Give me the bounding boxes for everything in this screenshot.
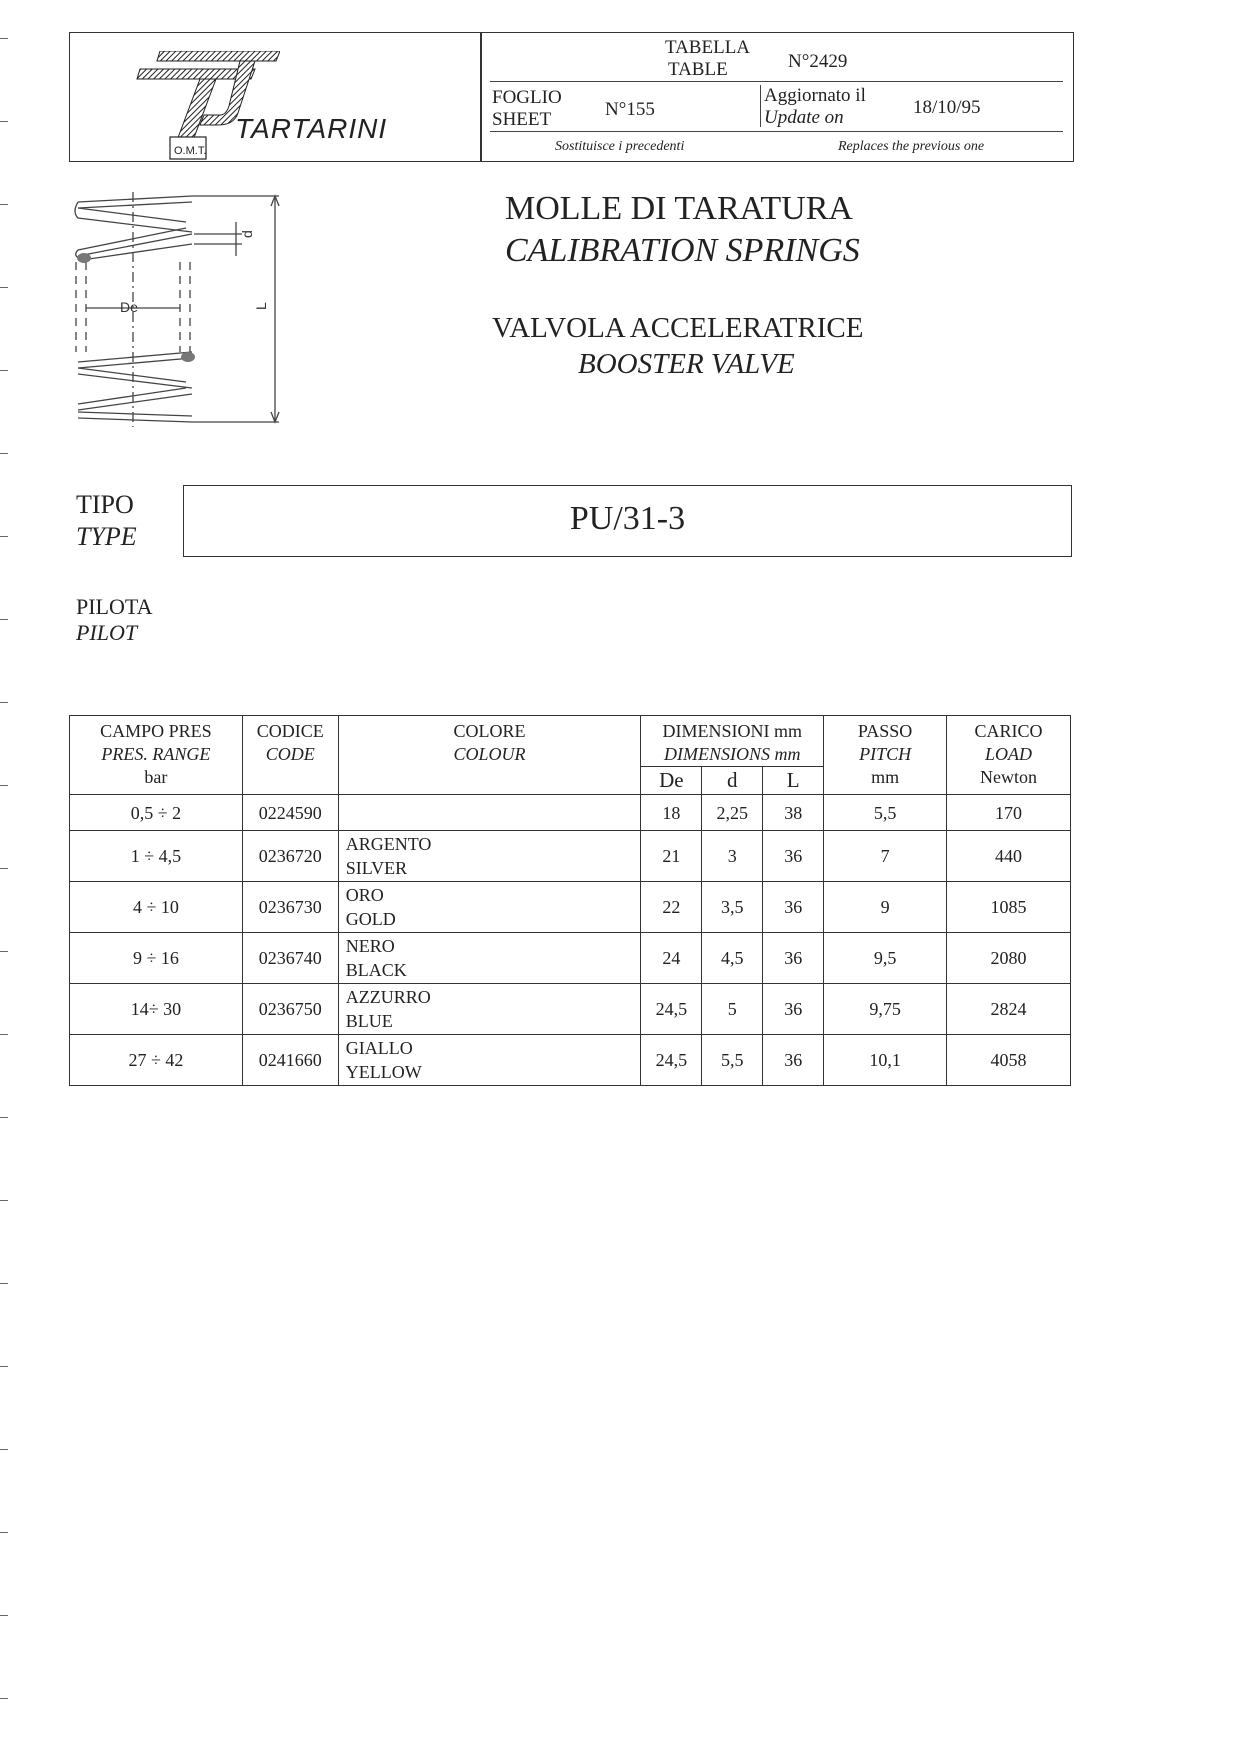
header-colour-en: COLOUR [453,744,526,764]
cell-l: 36 [763,831,824,882]
cell-range: 1 ÷ 4,5 [70,831,243,882]
type-box [183,485,1072,557]
subtitle-en: BOOSTER VALVE [578,348,795,380]
cell-l: 36 [763,1035,824,1086]
pilot-label-it: PILOTA [76,594,153,619]
cell-colour [338,933,641,984]
update-date: 18/10/95 [913,97,981,118]
header-range [70,716,243,795]
margin-tick [0,1698,8,1699]
table-body [70,795,1071,1086]
colour-en: BLUE [345,1011,393,1031]
header-dimensions [641,716,824,767]
sheet-label-en: SHEET [492,109,552,130]
margin-tick [0,1615,8,1616]
cell-load: 2080 [947,933,1071,984]
title-en: CALIBRATION SPRINGS [505,232,860,269]
cell-code: 0236730 [242,882,338,933]
cell-code: 0236750 [242,984,338,1035]
header-code-it: CODICE [256,721,324,741]
spring-drawing-icon [72,192,287,427]
cell-load: 4058 [947,1035,1071,1086]
pilot-label-en: PILOT [76,620,138,645]
cell-de: 24 [641,933,702,984]
margin-tick [0,1034,8,1035]
table-number: N°2429 [788,51,848,72]
header-pitch-unit: mm [871,767,900,787]
cell-l: 36 [763,933,824,984]
cell-d: 3,5 [702,882,763,933]
header-dim-en: DIMENSIONS mm [664,744,801,764]
type-label-en: TYPE [76,522,137,551]
cell-de: 18 [641,795,702,831]
margin-tick [0,1366,8,1367]
header-range-it: CAMPO PRES [100,721,212,741]
header-rule-top [490,81,1063,82]
header-code [242,716,338,795]
cell-d: 2,25 [702,795,763,831]
colour-it: ORO [345,885,384,905]
cell-colour [338,795,641,831]
cell-de: 24,5 [641,1035,702,1086]
margin-tick [0,1532,8,1533]
cell-range: 4 ÷ 10 [70,882,243,933]
colour-en: YELLOW [345,1062,422,1082]
cell-load: 1085 [947,882,1071,933]
cell-load: 170 [947,795,1071,831]
cell-pitch: 9 [824,882,947,933]
sheet-label-it: FOGLIO [492,87,562,108]
cell-l: 36 [763,984,824,1035]
cell-de: 24,5 [641,984,702,1035]
header-vertical-rule [760,85,761,127]
margin-tick [0,453,8,454]
margin-tick [0,702,8,703]
colour-it: GIALLO [345,1038,413,1058]
cell-d: 5 [702,984,763,1035]
table-label-it: TABELLA [665,37,751,58]
header-range-unit: bar [144,767,168,787]
header-colour-it: COLORE [453,721,526,741]
header-rule-bottom [490,131,1063,132]
logo-badge: O.M.T. [174,145,207,157]
label-l: L [253,302,269,310]
label-de: De [120,299,138,315]
cell-colour [338,831,641,882]
header-l: L [763,767,824,795]
type-value: PU/31-3 [569,500,686,537]
cell-colour [338,984,641,1035]
cell-range: 9 ÷ 16 [70,933,243,984]
colour-it: NERO [345,936,395,956]
colour-it: AZZURRO [345,987,431,1007]
header-range-en: PRES. RANGE [101,744,211,764]
cell-d: 5,5 [702,1035,763,1086]
cell-code: 0241660 [242,1035,338,1086]
margin-tick [0,121,8,122]
header-load-unit: Newton [980,767,1038,787]
sheet-number: N°155 [605,99,655,120]
table-row [70,831,1071,882]
update-label-en: Update on [764,107,844,128]
cell-pitch: 5,5 [824,795,947,831]
type-label-it: TIPO [76,490,134,519]
replaces-en: Replaces the previous one [838,139,985,154]
margin-tick [0,287,8,288]
header-load-en: LOAD [985,744,1033,764]
colour-it: ARGENTO [345,834,432,854]
header-code-en: CODE [265,744,315,764]
table-row [70,882,1071,933]
colour-en: SILVER [345,858,408,878]
table-label-en: TABLE [668,59,728,80]
cell-range: 14÷ 30 [70,984,243,1035]
margin-tick [0,951,8,952]
cell-l: 38 [763,795,824,831]
cell-de: 21 [641,831,702,882]
cell-pitch: 10,1 [824,1035,947,1086]
table-row [70,1035,1071,1086]
colour-en: GOLD [345,909,396,929]
margin-tick [0,1200,8,1201]
header-pitch [824,716,947,795]
cell-colour [338,882,641,933]
cell-d: 4,5 [702,933,763,984]
cell-load: 2824 [947,984,1071,1035]
table-row [70,933,1071,984]
title-it: MOLLE DI TARATURA [505,190,853,227]
header-pitch-en: PITCH [859,744,912,764]
update-label-it: Aggiornato il [764,85,866,106]
cell-de: 22 [641,882,702,933]
header-colour [338,716,641,795]
replaces-it: Sostituisce i precedenti [555,139,685,154]
header-load [947,716,1071,795]
header-de: De [641,767,702,795]
margin-tick [0,204,8,205]
cell-d: 3 [702,831,763,882]
spring-spec-table [69,715,1071,1086]
table-row [70,795,1071,831]
margin-tick [0,619,8,620]
cell-code: 0236740 [242,933,338,984]
margin-tick [0,38,8,39]
header-box [69,32,1074,162]
margin-tick [0,1449,8,1450]
header-d: d [702,767,763,795]
header-load-it: CARICO [974,721,1043,741]
header-dim-it: DIMENSIONI mm [662,721,803,741]
cell-code: 0236720 [242,831,338,882]
margin-tick [0,868,8,869]
margin-tick [0,1283,8,1284]
subtitle-it: VALVOLA ACCELERATRICE [492,312,864,344]
cell-pitch: 9,75 [824,984,947,1035]
header-pitch-it: PASSO [857,721,913,741]
margin-tick [0,785,8,786]
cell-code: 0224590 [242,795,338,831]
label-d: d [239,230,255,238]
cell-pitch: 7 [824,831,947,882]
cell-colour [338,1035,641,1086]
margin-tick [0,536,8,537]
brand-name: TARTARINI [235,113,388,144]
margin-tick [0,370,8,371]
table-row [70,984,1071,1035]
colour-en: BLACK [345,960,407,980]
cell-range: 0,5 ÷ 2 [70,795,243,831]
header-divider [480,33,482,161]
cell-range: 27 ÷ 42 [70,1035,243,1086]
cell-load: 440 [947,831,1071,882]
cell-l: 36 [763,882,824,933]
margin-tick [0,1117,8,1118]
cell-pitch: 9,5 [824,933,947,984]
